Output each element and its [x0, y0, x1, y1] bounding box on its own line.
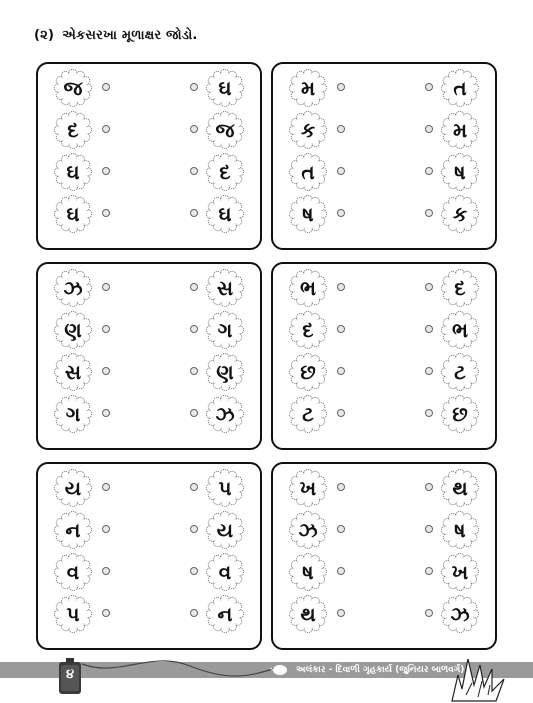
right-match-dot[interactable] [190, 325, 198, 333]
splash-decoration [448, 655, 508, 703]
match-row [38, 596, 260, 632]
left-match-dot[interactable] [337, 125, 345, 133]
right-letter-flower [441, 195, 479, 233]
right-letter-flower [206, 595, 244, 633]
match-row [38, 196, 260, 232]
right-letter-flower [441, 469, 479, 507]
letter-glyph: ટ [454, 360, 466, 384]
match-row [273, 354, 495, 390]
left-match-dot[interactable] [102, 567, 110, 575]
right-match-dot[interactable] [425, 283, 433, 291]
left-letter-flower [54, 311, 92, 349]
right-letter-flower [206, 353, 244, 391]
right-match-dot[interactable] [425, 367, 433, 375]
match-row [273, 196, 495, 232]
left-letter-flower [289, 511, 327, 549]
match-row [273, 154, 495, 190]
right-letter-flower [206, 111, 244, 149]
right-letter-flower [206, 395, 244, 433]
match-panel [36, 462, 262, 650]
right-letter-flower [206, 553, 244, 591]
letter-glyph: ય [216, 518, 234, 542]
right-letter-flower [441, 595, 479, 633]
match-panel [271, 262, 497, 450]
right-match-dot[interactable] [425, 483, 433, 491]
letter-glyph: ભ [300, 276, 316, 300]
letter-glyph: વ [218, 560, 232, 584]
left-letter-flower [289, 395, 327, 433]
letter-glyph: ક [452, 202, 468, 226]
left-letter-flower [54, 69, 92, 107]
right-letter-flower [441, 353, 479, 391]
match-row [38, 470, 260, 506]
left-letter-flower [289, 111, 327, 149]
left-match-dot[interactable] [102, 167, 110, 175]
left-match-dot[interactable] [337, 525, 345, 533]
right-match-dot[interactable] [425, 609, 433, 617]
match-panel [36, 62, 262, 250]
right-letter-flower [206, 69, 244, 107]
left-letter-flower [54, 269, 92, 307]
match-row [273, 396, 495, 432]
right-match-dot[interactable] [190, 125, 198, 133]
letter-glyph: ખ [299, 476, 317, 500]
left-match-dot[interactable] [337, 325, 345, 333]
right-match-dot[interactable] [425, 167, 433, 175]
match-row [38, 154, 260, 190]
letter-glyph: ઘ [66, 160, 80, 184]
left-letter-flower [289, 469, 327, 507]
page-number: ૪ [65, 667, 75, 682]
letter-glyph: ઘ [66, 202, 80, 226]
letter-glyph: ટ [302, 402, 314, 426]
left-letter-flower [54, 153, 92, 191]
left-match-dot[interactable] [102, 125, 110, 133]
mouse-icon [270, 664, 288, 676]
left-letter-flower [54, 353, 92, 391]
right-match-dot[interactable] [425, 409, 433, 417]
match-row [38, 70, 260, 106]
letter-glyph: ઘ [218, 76, 232, 100]
right-match-dot[interactable] [425, 125, 433, 133]
left-letter-flower [54, 195, 92, 233]
exercise-number: (૨) [34, 28, 55, 43]
letter-glyph: સ [216, 276, 234, 300]
letter-glyph: છ [452, 402, 468, 426]
letter-glyph: છ [300, 360, 316, 384]
left-match-dot[interactable] [102, 409, 110, 417]
right-letter-flower [441, 153, 479, 191]
right-match-dot[interactable] [190, 609, 198, 617]
left-letter-flower [289, 353, 327, 391]
letter-glyph: સ [64, 360, 82, 384]
left-match-dot[interactable] [102, 483, 110, 491]
left-match-dot[interactable] [337, 283, 345, 291]
footer-text: અલંકાર - દિવાળી ગૃહકાર્ય (જુનિયર બાળવર્ગ) [296, 665, 465, 675]
left-letter-flower [54, 111, 92, 149]
right-match-dot[interactable] [190, 367, 198, 375]
letter-glyph: ત [301, 160, 315, 184]
letter-glyph: ષ [454, 518, 466, 542]
left-letter-flower [289, 195, 327, 233]
left-match-dot[interactable] [102, 367, 110, 375]
letter-glyph: ણ [216, 360, 234, 384]
letter-glyph: ષ [302, 202, 314, 226]
letter-glyph: ષ [302, 560, 314, 584]
letter-glyph: ઝ [450, 602, 470, 626]
left-letter-flower [54, 469, 92, 507]
letter-glyph: જ [215, 118, 235, 142]
letter-glyph: ષ [454, 160, 466, 184]
letter-glyph: જ [63, 76, 83, 100]
match-row [273, 312, 495, 348]
right-letter-flower [441, 69, 479, 107]
letter-glyph: થ [452, 476, 468, 500]
match-row [273, 70, 495, 106]
left-letter-flower [289, 595, 327, 633]
match-row [273, 470, 495, 506]
right-letter-flower [441, 111, 479, 149]
left-match-dot[interactable] [102, 283, 110, 291]
match-row [38, 270, 260, 306]
letter-glyph: ન [217, 602, 233, 626]
letter-glyph: ગ [65, 402, 81, 426]
letter-glyph: ન [65, 518, 81, 542]
left-match-dot[interactable] [337, 167, 345, 175]
letter-glyph: મ [452, 118, 468, 142]
right-letter-flower [206, 195, 244, 233]
right-match-dot[interactable] [190, 483, 198, 491]
left-letter-flower [289, 153, 327, 191]
letter-glyph: ત [453, 76, 467, 100]
left-match-dot[interactable] [102, 209, 110, 217]
left-letter-flower [54, 395, 92, 433]
match-row [38, 512, 260, 548]
match-panel [36, 262, 262, 450]
right-letter-flower [441, 511, 479, 549]
cable-decoration [80, 640, 280, 680]
left-match-dot[interactable] [337, 83, 345, 91]
right-match-dot[interactable] [190, 409, 198, 417]
left-match-dot[interactable] [102, 83, 110, 91]
right-letter-flower [441, 395, 479, 433]
letter-glyph: ગ [217, 318, 233, 342]
letter-glyph: દ [302, 318, 314, 342]
right-letter-flower [441, 553, 479, 591]
letter-glyph: દ [219, 160, 231, 184]
letter-glyph: ઘ [218, 202, 232, 226]
letter-glyph: ઝ [63, 276, 83, 300]
right-match-dot[interactable] [190, 525, 198, 533]
right-match-dot[interactable] [425, 83, 433, 91]
match-row [38, 312, 260, 348]
right-match-dot[interactable] [190, 567, 198, 575]
left-match-dot[interactable] [337, 567, 345, 575]
right-match-dot[interactable] [190, 167, 198, 175]
left-letter-flower [54, 553, 92, 591]
match-row [273, 112, 495, 148]
left-letter-flower [289, 269, 327, 307]
right-match-dot[interactable] [190, 283, 198, 291]
letter-glyph: પ [66, 602, 80, 626]
left-letter-flower [289, 311, 327, 349]
letter-glyph: ય [64, 476, 82, 500]
left-letter-flower [289, 69, 327, 107]
letter-glyph: વ [66, 560, 80, 584]
right-letter-flower [206, 511, 244, 549]
match-row [38, 396, 260, 432]
exercise-instruction: એકસરખા મૂળાક્ષર જોડો. [62, 28, 198, 43]
match-panel [271, 62, 497, 250]
match-row [38, 112, 260, 148]
letter-glyph: દ [67, 118, 79, 142]
left-match-dot[interactable] [337, 209, 345, 217]
left-letter-flower [289, 553, 327, 591]
right-match-dot[interactable] [425, 525, 433, 533]
match-row [38, 354, 260, 390]
right-letter-flower [206, 153, 244, 191]
letter-glyph: પ [218, 476, 232, 500]
letter-glyph: ક [300, 118, 316, 142]
right-match-dot[interactable] [425, 567, 433, 575]
match-row [38, 554, 260, 590]
letter-glyph: થ [300, 602, 316, 626]
match-row [273, 554, 495, 590]
letter-glyph: દ [454, 276, 466, 300]
right-letter-flower [441, 269, 479, 307]
left-letter-flower [54, 595, 92, 633]
match-row [273, 596, 495, 632]
right-match-dot[interactable] [425, 209, 433, 217]
right-letter-flower [206, 311, 244, 349]
match-panel [271, 462, 497, 650]
right-letter-flower [206, 269, 244, 307]
letter-glyph: ઝ [298, 518, 318, 542]
letter-glyph: ખ [451, 560, 469, 584]
match-row [273, 512, 495, 548]
right-match-dot[interactable] [190, 209, 198, 217]
left-letter-flower [54, 511, 92, 549]
page-title [34, 28, 198, 43]
left-match-dot[interactable] [102, 325, 110, 333]
letter-glyph: ભ [452, 318, 468, 342]
left-match-dot[interactable] [102, 525, 110, 533]
letter-glyph: ણ [64, 318, 82, 342]
right-letter-flower [206, 469, 244, 507]
left-match-dot[interactable] [337, 409, 345, 417]
left-match-dot[interactable] [337, 609, 345, 617]
letter-glyph: ઝ [215, 402, 235, 426]
right-match-dot[interactable] [190, 83, 198, 91]
right-letter-flower [441, 311, 479, 349]
left-match-dot[interactable] [337, 483, 345, 491]
left-match-dot[interactable] [102, 609, 110, 617]
match-row [273, 270, 495, 306]
left-match-dot[interactable] [337, 367, 345, 375]
right-match-dot[interactable] [425, 325, 433, 333]
letter-glyph: મ [300, 76, 316, 100]
